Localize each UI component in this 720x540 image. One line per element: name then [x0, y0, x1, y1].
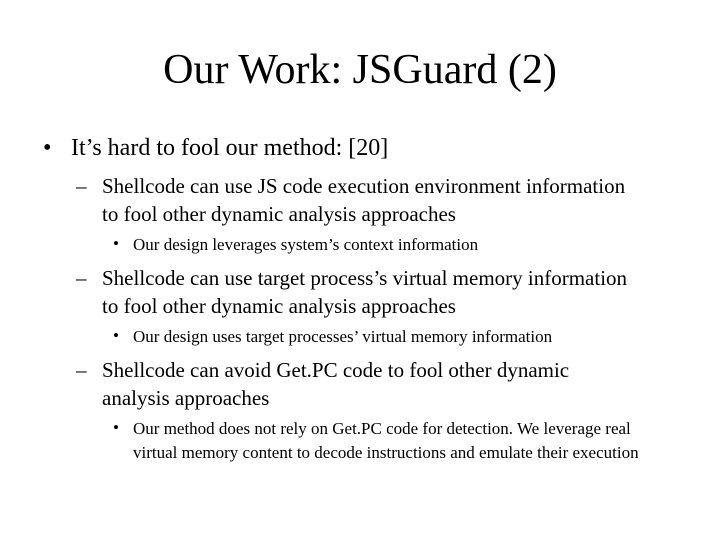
- bullet-icon: •: [113, 418, 119, 437]
- detail-point-2: [113, 325, 653, 349]
- main-point-text: It’s hard to fool our method: [20]: [71, 135, 389, 161]
- detail-point-1-text: Our design leverages system’s context information: [133, 235, 479, 254]
- dash-icon: –: [76, 266, 87, 290]
- sub-point-2-text: Shellcode can use target process’s virtual memory information to fool other dynamic analysis approaches: [102, 266, 628, 318]
- dash-icon: –: [76, 358, 87, 382]
- detail-point-2-text: Our design uses target processes’ virtual memory information: [133, 327, 553, 346]
- slide-title: Our Work: JSGuard (2): [163, 47, 557, 93]
- bullet-icon: •: [113, 326, 119, 345]
- bullet-icon: •: [113, 234, 119, 253]
- bullet-icon: •: [43, 135, 52, 161]
- sub-point-1-text: Shellcode can use JS code execution environment information to fool other dynamic analysis approaches: [102, 174, 626, 226]
- sub-point-2: [76, 264, 636, 320]
- sub-point-3-text: Shellcode can avoid Get.PC code to fool other dynamic analysis approaches: [102, 358, 570, 410]
- detail-point-1: [113, 233, 653, 257]
- detail-point-3: [113, 417, 653, 465]
- detail-point-3-text: Our method does not rely on Get.PC code for detection. We leverage real virtual memory content to decode instructions and emulate their execution: [133, 419, 639, 462]
- sub-point-3: [76, 356, 636, 412]
- sub-point-1: [76, 172, 636, 228]
- dash-icon: –: [76, 174, 87, 198]
